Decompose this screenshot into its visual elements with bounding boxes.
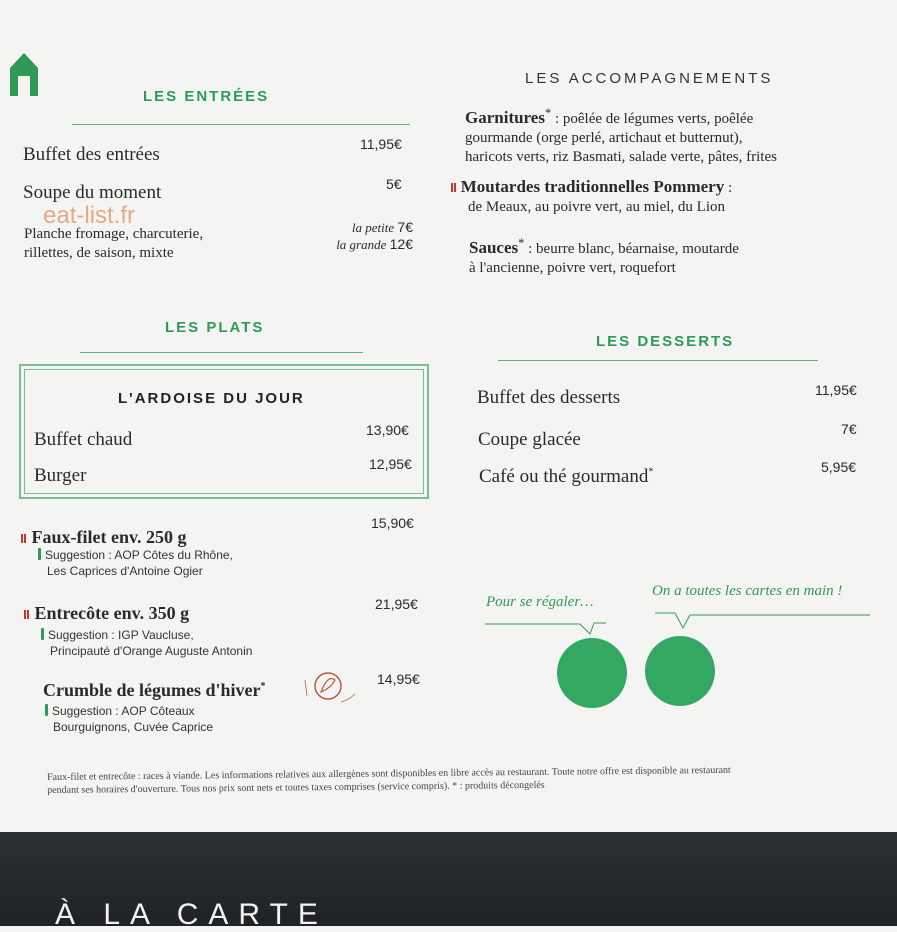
section-title-desserts: LES DESSERTS [596, 333, 735, 350]
bottom-title: À LA CARTE [55, 898, 328, 931]
france-flag-icon [451, 180, 457, 196]
promo-circle [557, 638, 627, 708]
wine-bottle-icon [45, 704, 48, 716]
buffalo-logo-icon [8, 50, 40, 98]
promo-circle [645, 636, 715, 706]
watermark: eat-list.fr [43, 202, 136, 229]
menu-item-price: 12,95€ [369, 456, 412, 472]
menu-item-price: 7€ [841, 421, 857, 437]
menu-item-name: Buffet des entrées [23, 144, 160, 165]
sauces-text: Sauces* : beurre blanc, béarnaise, moutarde à l'ancienne, poivre vert, roquefort [469, 236, 739, 276]
ardoise-title: L'ARDOISE DU JOUR [118, 390, 305, 407]
wine-suggestion: Suggestion : AOP Côtes du Rhône, Les Caprices d'Antoine Ogier [38, 547, 233, 579]
menu-item-price: 5€ [386, 176, 402, 192]
section-title-plats: LES PLATS [165, 319, 265, 336]
france-flag-icon [21, 527, 27, 547]
footer-notice: Faux-filet et entrecôte : races à viande. Les informations relatives aux allergènes sont disponibles en libre accès au restaurant. Toute notre offre est disponible au restaurant pendant ses horaires d'ouverture. Tous nos prix sont nets et toutes taxes comprises (service compris). * : produits décongelés [47, 764, 731, 796]
wine-suggestion: Suggestion : IGP Vaucluse, Principauté d'Orange Auguste Antonin [41, 627, 252, 659]
promo-text-left: Pour se régaler… [486, 594, 594, 610]
menu-item-name: Burger [34, 465, 87, 486]
section-title-entrees: LES ENTRÉES [143, 88, 270, 105]
menu-item-name: Café ou thé gourmand* [479, 466, 654, 487]
divider [72, 124, 410, 125]
divider [80, 352, 363, 353]
wine-suggestion: Suggestion : AOP Côteaux Bourguignons, Cuvée Caprice [45, 703, 213, 735]
promo-text-right: On a toutes les cartes en main ! [652, 583, 843, 599]
menu-item-name: Faux-filet env. 250 g [21, 527, 187, 548]
wine-bottle-icon [38, 548, 41, 560]
france-flag-icon [24, 603, 30, 623]
menu-item-name: Entrecôte env. 350 g [24, 603, 189, 624]
menu-item-price: 5,95€ [821, 459, 857, 475]
menu-item-name: Coupe glacée [478, 429, 581, 450]
garnitures-text: Garnitures* : poêlée de légumes verts, poêlée gourmande (orge perlé, artichaut et butternut), haricots verts, riz Basmati, salade verte, pâtes, frites [465, 106, 777, 165]
menu-item-name: Crumble de légumes d'hiver* [43, 680, 266, 700]
menu-item-price: 11,95€ [815, 382, 857, 398]
menu-item-name: Soupe du moment [23, 182, 162, 203]
divider [498, 360, 818, 361]
menu-item-name: Buffet chaud [34, 429, 133, 450]
menu-item-price: 14,95€ [377, 671, 420, 687]
wine-bottle-icon [41, 628, 44, 640]
menu-item-price: 21,95€ [375, 596, 418, 612]
menu-item-name: Buffet des desserts [477, 387, 621, 408]
menu-item-name: Planche fromage, charcuterie, rillettes, de saison, mixte [24, 226, 204, 261]
menu-item-price: la petite 7€ la grande 12€ [336, 219, 413, 252]
section-title-accompagnements: LES ACCOMPAGNEMENTS [525, 70, 774, 87]
moutardes-text: Moutardes traditionnelles Pommery : de Meaux, au poivre vert, au miel, du Lion [451, 177, 881, 217]
vegetarian-badge-icon [301, 666, 359, 710]
menu-item-price: 15,90€ [371, 515, 414, 531]
menu-item-price: 11,95€ [360, 136, 402, 152]
menu-item-price: 13,90€ [366, 422, 409, 438]
